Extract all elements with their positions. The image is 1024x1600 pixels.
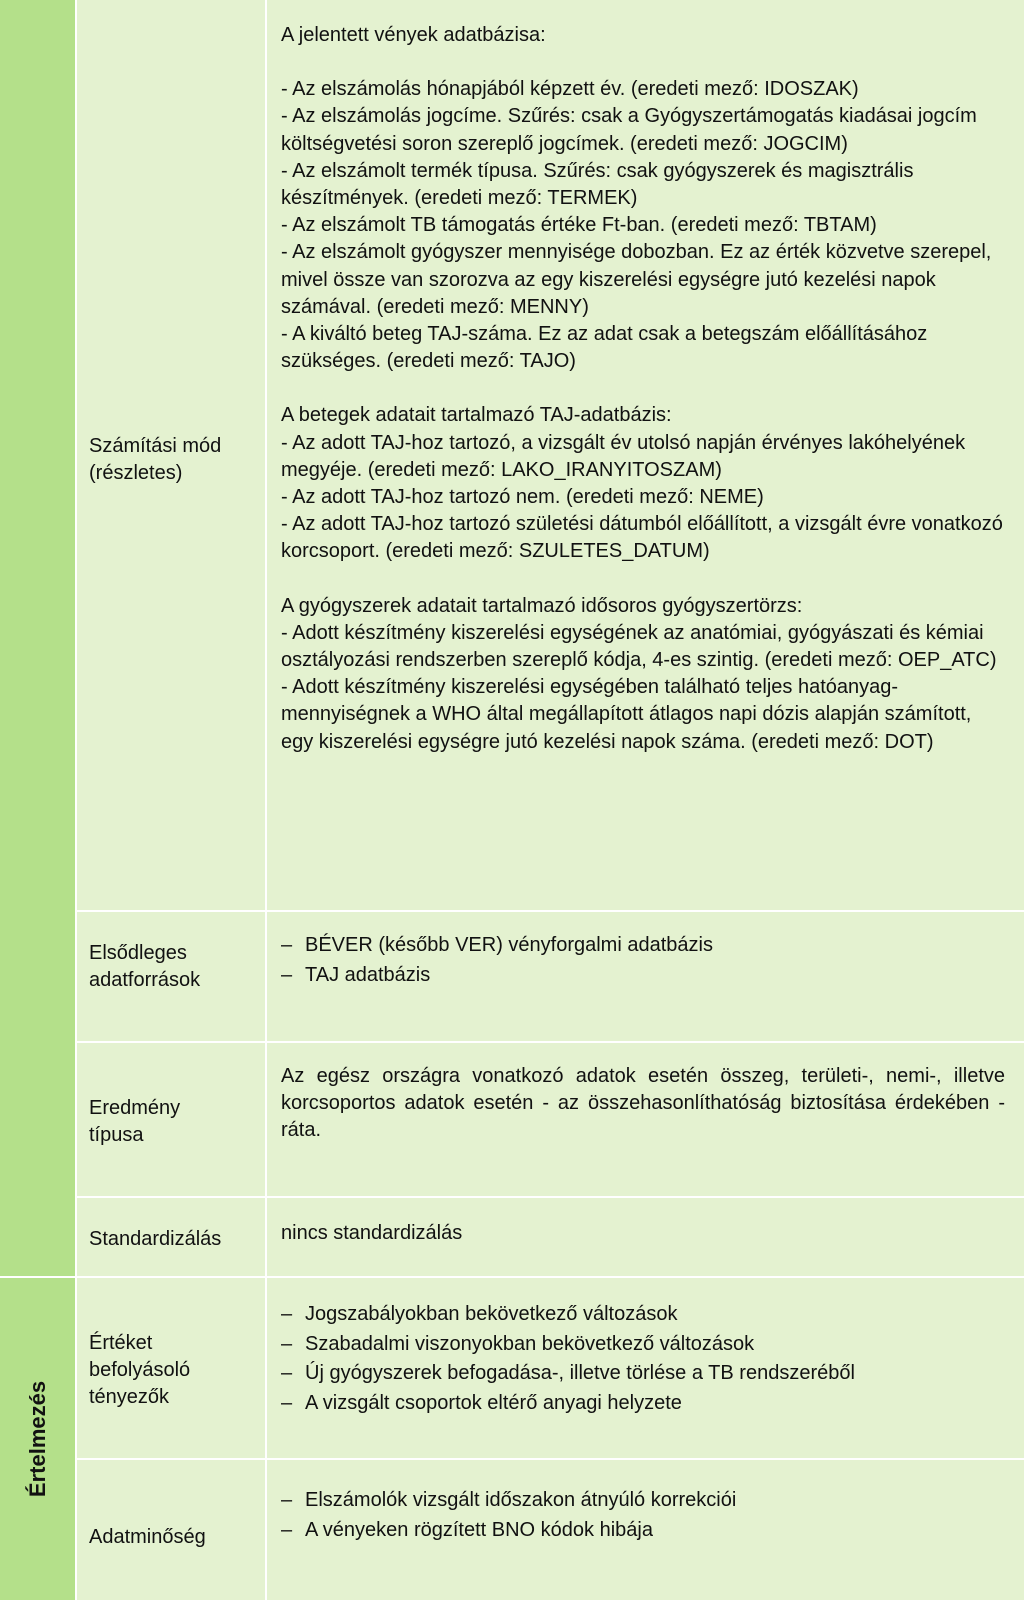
row-result-label-cell — [77, 1043, 265, 1196]
list-item: – A vizsgált csoportok eltérő anyagi helyzete — [281, 1389, 1005, 1419]
row-quality-label: Adatminőség — [89, 1526, 206, 1548]
row-sources-label-cell — [77, 912, 265, 1041]
db1-item: - A kiváltó beteg TAJ-száma. Ez az adat csak a betegszám előállításához szükséges. (eredeti mező: TAJO) — [281, 323, 928, 373]
db3-title: A gyógyszerek adatait tartalmazó idősoros gyógyszertörzs: — [281, 594, 803, 617]
db1-item: - Az elszámolt TB támogatás értéke Ft-ban. (eredeti mező: TBTAM) — [281, 214, 877, 237]
db1-item: - Az elszámolás hónapjából képzett év. (eredeti mező: IDOSZAK) — [281, 78, 859, 101]
db3-item: - Adott készítmény kiszerelési egységében található teljes hatóanyag-mennyiségnek a WHO által megállapított átlagos napi dózis alapján számított, egy kiszerelési egységre jutó kezelési napok száma. (eredeti mező: DOT) — [281, 676, 972, 753]
db1-item: - Az elszámolt termék típusa. Szűrés: csak gyógyszerek és magisztrális készítmények. (eredeti mező: TERMEK) — [281, 159, 914, 210]
row-factors-label-cell — [77, 1278, 265, 1458]
result-text: Az egész országra vonatkozó adatok esetén összeg, területi-, nemi-, illetve korcsoportos adatok esetén - az összehasonlíthatóság biztosítása érdekében - ráta. — [281, 1065, 1005, 1142]
row-quality-content-cell — [267, 1460, 1024, 1600]
list-item: – Új gyógyszerek befogadása-, illetve törlése a TB rendszeréből — [281, 1359, 1005, 1389]
row-quality-label-cell — [77, 1460, 265, 1600]
side-bar-upper — [0, 0, 75, 1276]
db1-item: - Az elszámolás jogcíme. Szűrés: csak a Gyógyszertámogatás kiadásai jogcím költségvetési soron szereplő jogcímek. (eredeti mező: JOGCIM) — [281, 105, 977, 155]
list-item: – BÉVER (később VER) vényforgalmi adatbázis — [281, 931, 1005, 961]
row-standard-content-cell — [267, 1198, 1024, 1276]
db2-item: - Az adott TAJ-hoz tartozó, a vizsgált év utolsó napján érvényes lakóhelyének megyéje. (eredeti mező: LAKO_IRANYITOSZAM) — [281, 431, 966, 481]
side-bar-ertelmezes — [0, 1278, 75, 1600]
row-calc-label: Számítási mód (részletes) — [89, 435, 222, 484]
quality-list — [281, 1486, 1005, 1545]
db2-title: A betegek adatait tartalmazó TAJ-adatbázis: — [281, 404, 672, 427]
row-factors-label: Értéket befolyásoló tényezők — [89, 1332, 191, 1408]
db1-title: A jelentett vények adatbázisa: — [281, 24, 546, 46]
db2-item: - Az adott TAJ-hoz tartozó születési dátumból előállított, a vizsgált évre vonatkozó korcsoport. (eredeti mező: SZULETES_DATUM) — [281, 513, 1003, 563]
section-label-ertelmezes: Értelmezés — [25, 1380, 50, 1498]
list-item: – TAJ adatbázis — [281, 961, 1005, 991]
row-calc-content-cell — [267, 0, 1024, 910]
db1-item: - Az elszámolt gyógyszer mennyisége dobozban. Ez az érték közvetve szerepel, mivel össze van szorozva az egy kiszerelési egységre jutó kezelési napok számával. (eredeti mező: MENNY) — [281, 241, 992, 318]
factors-list — [281, 1300, 1005, 1418]
list-item: – Jogszabályokban bekövetkező változások — [281, 1300, 1005, 1330]
row-sources-label: Elsődleges adatforrások — [89, 942, 201, 991]
calc-content — [281, 22, 1005, 756]
list-item: – A vényeken rögzített BNO kódok hibája — [281, 1516, 1005, 1546]
list-item: – Szabadalmi viszonyokban bekövetkező változások — [281, 1330, 1005, 1360]
list-item: – Elszámolók vizsgált időszakon átnyúló korrekciói — [281, 1486, 1005, 1516]
row-standard-label: Standardizálás — [89, 1228, 222, 1250]
row-factors-content-cell — [267, 1278, 1024, 1458]
db3-item: - Adott készítmény kiszerelési egységének az anatómiai, gyógyászati és kémiai osztályozási rendszerben szereplő kódja, 4-es szintig. (eredeti mező: OEP_ATC) — [281, 621, 997, 672]
row-sources-content-cell — [267, 912, 1024, 1041]
standard-text: nincs standardizálás — [281, 1222, 463, 1244]
row-result-label: Eredmény típusa — [89, 1097, 181, 1146]
db2-item: - Az adott TAJ-hoz tartozó nem. (eredeti mező: NEME) — [281, 486, 764, 509]
sources-list — [281, 931, 1005, 990]
row-standard-label-cell — [77, 1198, 265, 1276]
row-calc-label-cell — [77, 0, 265, 910]
row-result-content-cell — [267, 1043, 1024, 1196]
